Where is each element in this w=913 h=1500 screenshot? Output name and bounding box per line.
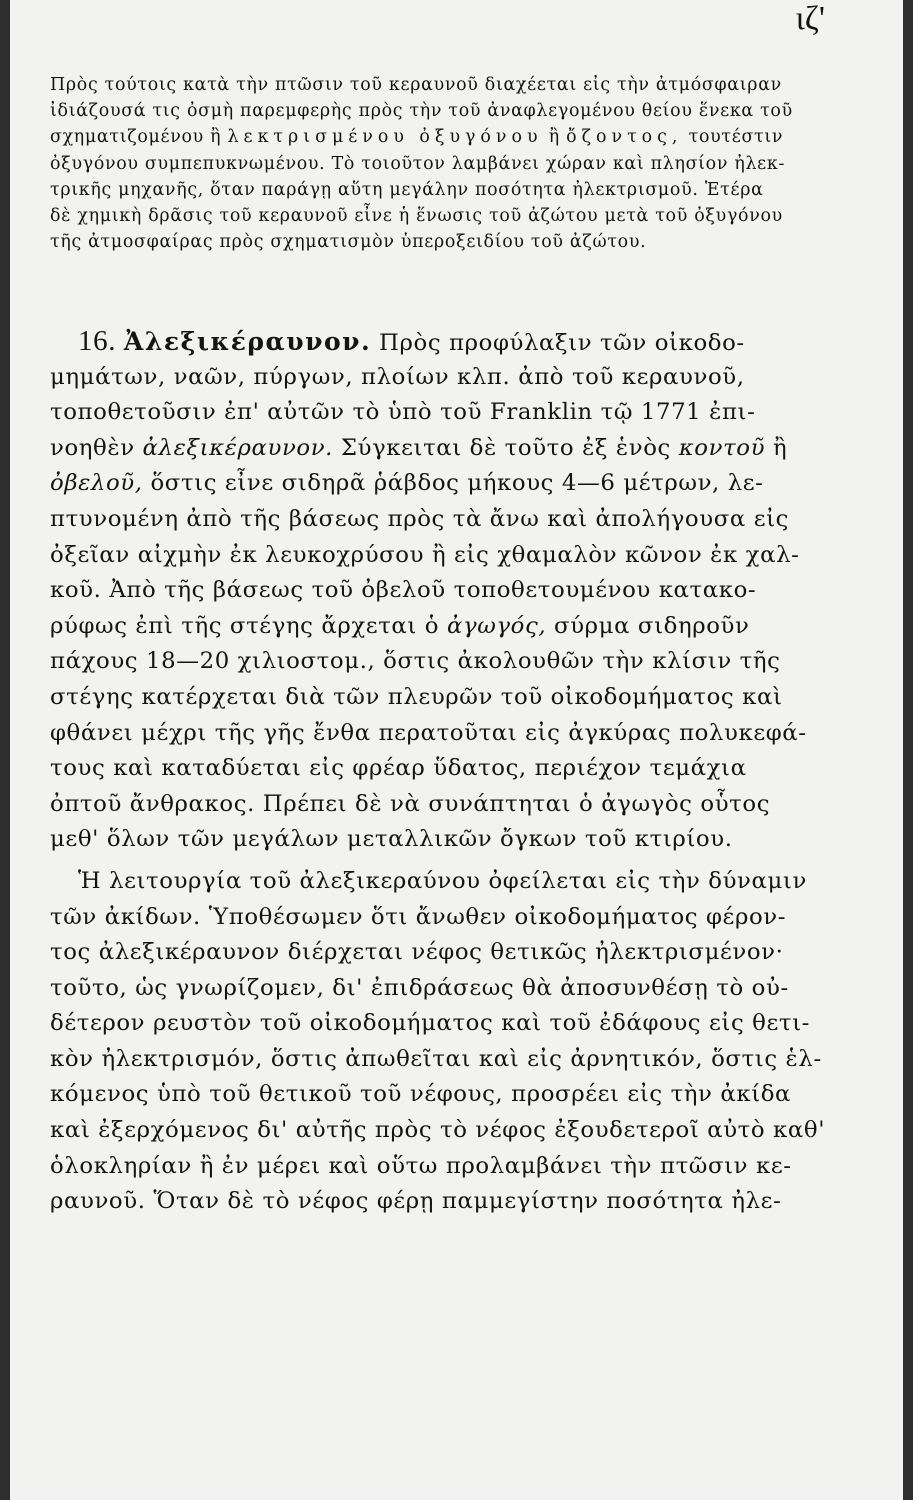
text-line: ὀξεῖαν αἰχμὴν ἐκ λευκοχρύσου ἢ εἰς χθαμαλὸν κῶνον ἐκ χαλ-	[50, 541, 800, 568]
text-line: πάχους 18—20 χιλιοστομ., ὅστις ἀκολουθῶν τὴν κλίσιν τῆς	[50, 648, 781, 675]
small-print-paragraph	[50, 72, 830, 255]
text-line: ὀπτοῦ ἄνθρακος. Πρέπει δὲ νὰ συνάπτηται ὁ ἀγωγὸς οὗτος	[50, 790, 771, 817]
main-text	[50, 324, 850, 1220]
text-run: νοηθὲν	[50, 434, 135, 461]
spaced-term: ὄζοντος,	[566, 127, 683, 148]
text-line: φθάνει μέχρι τῆς γῆς ἔνθα περατοῦται εἰς ἀγκύρας πολυκεφά-	[50, 719, 807, 746]
text-line: ὀξυγόνου συμπεπυκνωμένου. Τὸ τοιοῦτον λαμβάνει χώραν καὶ πλησίον ἠλεκ-	[50, 153, 786, 174]
text-run: ὅστις εἶνε σιδηρᾶ ῥάβδος μήκους 4—6 μέτρων, λε-	[150, 470, 764, 497]
text-run: ἢ	[548, 127, 560, 148]
text-line: στέγης κατέρχεται διὰ τῶν πλευρῶν τοῦ οἰκοδομήματος καὶ	[50, 683, 783, 710]
book-page	[10, 0, 903, 1500]
text-run: ρύφως ἐπὶ τῆς στέγης ἄρχεται ὁ	[50, 612, 440, 639]
text-line: ραυνοῦ. Ὅταν δὲ τὸ νέφος φέρῃ παμμεγίστην ποσότητα ἠλε-	[50, 1188, 782, 1215]
italic-term: ὀβελοῦ,	[50, 470, 143, 497]
italic-term: ἀλεξικέραυνον.	[142, 434, 334, 461]
text-line: Πρὸς τούτοις κατὰ τὴν πτῶσιν τοῦ κεραυνοῦ διαχέεται εἰς τὴν ἀτμόσφαιραν	[50, 75, 782, 95]
text-run: Πρὸς προφύλαξιν τῶν οἰκοδο-	[379, 330, 745, 356]
text-line: κὸν ἠλεκτρισμόν, ὅστις ἀπωθεῖται καὶ εἰς ἀρνητικόν, ὅστις ἑλ-	[50, 1045, 822, 1072]
text-run: σχηματιζομένου ἢ	[50, 127, 222, 148]
text-line: κοῦ. Ἀπὸ τῆς βάσεως τοῦ ὀβελοῦ τοποθετουμένου κατακο-	[50, 577, 757, 604]
section-title: Ἀλεξικέραυνον.	[123, 327, 372, 356]
text-line	[50, 124, 830, 150]
text-line: δέτερον ρευστὸν τοῦ οἰκοδομήματος καὶ τοῦ ἐδάφους εἰς θετι-	[50, 1010, 810, 1037]
text-line: τρικῆς μηχανῆς, ὅταν παράγῃ αὕτη μεγάλην ποσότητα ἠλεκτρισμοῦ. Ἑτέρα	[50, 179, 764, 200]
text-run: Σύγκειται δὲ τοῦτο ἐξ ἑνὸς	[340, 434, 671, 461]
italic-term: ἀγωγός,	[447, 612, 547, 639]
text-run: τουτέστιν	[688, 127, 784, 148]
page-number: ιζ'	[795, 0, 825, 37]
text-line: ἰδιάζουσά τις ὀσμὴ παρεμφερὴς πρὸς τὴν τοῦ ἀναφλεγομένου θείου ἕνεκα τοῦ	[50, 101, 793, 122]
text-line: δὲ χημικὴ δρᾶσις τοῦ κεραυνοῦ εἶνε ἡ ἕνωσις τοῦ ἀζώτου μετὰ τοῦ ὀξυγόνου	[50, 205, 783, 226]
text-line: τῶν ἀκίδων. Ὑποθέσωμεν ὅτι ἄνωθεν οἰκοδομήματος φέρον-	[50, 903, 787, 930]
text-line: τοῦτο, ὡς γνωρίζομεν, δι' ἐπιδράσεως θὰ ἀποσυνθέσῃ τὸ οὐ-	[50, 974, 789, 1001]
italic-term: κοντοῦ	[678, 434, 766, 461]
text-line: καὶ ἐξερχόμενος δι' αὐτῆς πρὸς τὸ νέφος ἐξουδετεροῖ αὐτὸ καθ'	[50, 1117, 826, 1144]
text-run: ἢ	[772, 434, 788, 461]
section-number: 16.	[78, 325, 117, 357]
text-line: κόμενος ὑπὸ τοῦ θετικοῦ τοῦ νέφους, προσρέει εἰς τὴν ἀκίδα	[50, 1081, 792, 1108]
spaced-term: λεκτρισμένου ὀξυγόνου	[227, 127, 543, 148]
text-line: ὁλοκληρίαν ἢ ἐν μέρει καὶ οὕτω προλαμβάνει τὴν πτῶσιν κε-	[50, 1152, 792, 1179]
text-line	[50, 466, 850, 502]
text-line	[50, 609, 850, 645]
section-heading-line	[50, 324, 850, 360]
text-line: Ἡ λειτουργία τοῦ ἀλεξικεραύνου ὀφείλεται εἰς τὴν δύναμιν	[78, 867, 807, 894]
text-line: μεθ' ὅλων τῶν μεγάλων μεταλλικῶν ὄγκων τοῦ κτιρίου.	[50, 826, 733, 853]
text-line	[50, 431, 850, 467]
text-line: πτυνομένη ἀπὸ τῆς βάσεως πρὸς τὰ ἄνω καὶ ἀπολήγουσα εἰς	[50, 505, 790, 532]
text-line: μημάτων, ναῶν, πύργων, πλοίων κλπ. ἀπὸ τοῦ κεραυνοῦ,	[50, 363, 745, 390]
text-line: τοποθετοῦσιν ἐπ' αὐτῶν τὸ ὑπὸ τοῦ Franklin τῷ 1771 ἐπι-	[50, 399, 756, 426]
text-run: σύρμα σιδηροῦν	[554, 612, 750, 639]
text-line: τους καὶ καταδύεται εἰς φρέαρ ὕδατος, περιέχον τεμάχια	[50, 755, 747, 782]
text-line: τῆς ἀτμοσφαίρας πρὸς σχηματισμὸν ὑπεροξειδίου τοῦ ἀζώτου.	[50, 232, 647, 253]
text-line: τος ἀλεξικέραυνον διέρχεται νέφος θετικῶς ἠλεκτρισμένον·	[50, 939, 784, 966]
